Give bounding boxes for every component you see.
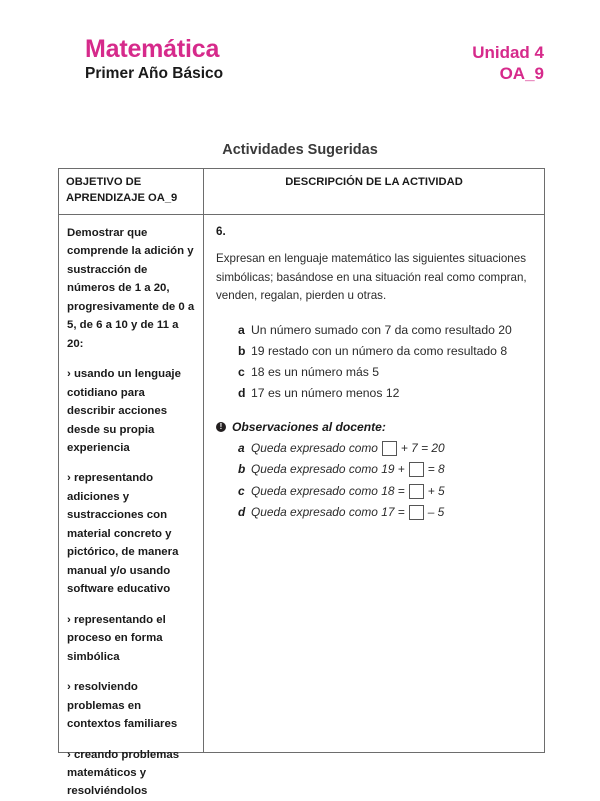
activity-number: 6. [216, 224, 226, 238]
oa-label: OA_9 [499, 64, 544, 84]
unit-label: Unidad 4 [472, 43, 544, 62]
objective-intro: Demostrar que comprende la adición y sustracción de números de 1 a 20, progresivamente de 0 a 5, de 6 a 10 y de 11 a 20: [67, 226, 195, 350]
table-header-cell-description [204, 169, 545, 215]
objective-bullet: › usando un lenguaje cotidiano para describir acciones desde su propia experiencia [67, 368, 181, 454]
column-header-objective: OBJETIVO DE APRENDIZAJE OA_9 [66, 176, 178, 204]
table-cell-description [204, 214, 545, 752]
objective-content [59, 215, 203, 798]
section-heading: Actividades Sugeridas [222, 142, 378, 158]
item-text-after: = 8 [427, 462, 445, 477]
table-row [59, 214, 545, 752]
item-letter: a [238, 323, 245, 338]
list-item [238, 362, 534, 383]
item-text: 18 es un número más 5 [251, 365, 380, 380]
objective-bullet: › creando problemas matemáticos y resolviéndolos [67, 748, 180, 798]
list-item [238, 438, 534, 459]
header-left-group [85, 36, 223, 82]
activity-description: Expresan en lenguaje matemático las siguientes situaciones simbólicas; basándose en una situación real como compran, venden, regalan, pierden u otras. [216, 251, 527, 303]
page-title: Matemática [85, 35, 220, 63]
item-letter: c [238, 483, 245, 498]
item-text-before: Queda expresado como 18 = [251, 483, 405, 498]
item-letter: b [238, 462, 246, 477]
item-letter: c [238, 365, 245, 380]
answer-box [409, 462, 424, 477]
item-text-before: Queda expresado como 17 = [251, 504, 405, 519]
list-item [238, 459, 534, 480]
list-item [238, 481, 534, 502]
table-cell-objective [59, 214, 204, 798]
activities-table [58, 168, 545, 798]
observations-list [216, 438, 534, 523]
info-icon: ! [216, 422, 226, 432]
item-text: Un número sumado con 7 da como resultado 20 [251, 323, 512, 338]
teacher-observations-block [216, 420, 534, 523]
answer-box [409, 484, 424, 499]
document-header [56, 36, 544, 106]
list-item [238, 383, 534, 404]
item-text-before: Queda expresado como 19 + [251, 462, 405, 477]
objective-bullet: › representando el proceso en forma simbólica [67, 613, 166, 663]
answer-box [409, 505, 424, 520]
teacher-observations-heading [216, 420, 534, 434]
item-letter: d [238, 386, 246, 401]
list-item [238, 341, 534, 362]
header-right-group [472, 42, 544, 85]
item-text-after: + 7 = 20 [400, 441, 445, 456]
activity-content [204, 215, 544, 752]
answer-box [382, 441, 397, 456]
objective-bullet: › representando adiciones y sustracciones con material concreto y pictórico, de manera manual y/o usando software educativo [67, 472, 179, 596]
objective-bullet: › resolviendo problemas en contextos familiares [67, 681, 178, 731]
page-subtitle: Primer Año Básico [85, 65, 224, 83]
activity-item-list [216, 320, 534, 404]
teacher-observations-title: Observaciones al docente: [232, 420, 386, 435]
item-letter: b [238, 344, 246, 359]
item-text: 17 es un número menos 12 [251, 386, 400, 401]
item-text-after: + 5 [427, 483, 445, 498]
list-item [238, 502, 534, 523]
item-text-before: Queda expresado como [251, 441, 378, 456]
item-text-after: – 5 [427, 504, 445, 519]
item-letter: a [238, 441, 245, 456]
item-text: 19 restado con un número da como resultado 8 [251, 344, 508, 359]
table-header-row [59, 169, 545, 215]
column-header-description: DESCRIPCIÓN DE LA ACTIVIDAD [285, 176, 463, 188]
list-item [238, 320, 534, 341]
table-header-cell-objective [59, 169, 204, 215]
item-letter: d [238, 504, 246, 519]
